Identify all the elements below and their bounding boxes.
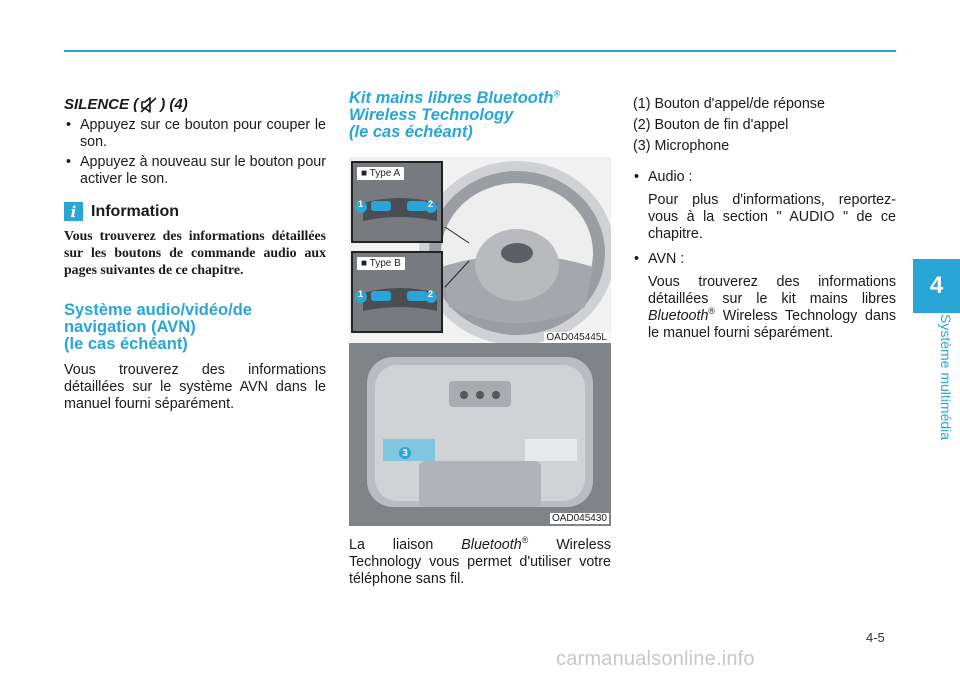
figure-code: OAD045430 — [551, 513, 607, 524]
info-body: Vous trouverez des informations détaillées sur les boutons de commande audio aux pages suivantes de ce chapitre. — [64, 228, 326, 277]
info-title: Information — [91, 202, 179, 220]
callout-1-a: 1 — [358, 199, 364, 209]
middle-column — [349, 90, 611, 141]
page-number: 4-5 — [866, 630, 885, 645]
callout-2-a: 2 — [428, 199, 434, 209]
list-item: • Appuyez sur ce bouton pour couper le son. — [64, 117, 326, 151]
avn-text: Vous trouverez des informations détaillées sur le kit mains libres Bluetooth® Wireless Technology dans le manuel fourni séparément. — [648, 274, 896, 341]
information-heading — [64, 202, 326, 221]
list-item: (1) Bouton d'appel/de réponse — [633, 96, 825, 112]
top-rule — [64, 50, 896, 52]
audio-text: Pour plus d'informations, reportez-vous à la section " AUDIO " de ce chapitre. — [648, 192, 896, 242]
mute-icon — [140, 97, 158, 113]
chapter-number: 4 — [929, 272, 944, 299]
type-a-inset — [351, 161, 443, 243]
watermark: carmanualsonline.info — [556, 648, 755, 670]
list-item: (3) Microphone — [633, 138, 730, 154]
list-item: (2) Bouton de fin d'appel — [633, 117, 789, 133]
audio-avn-bullets — [633, 169, 896, 342]
avn-label: • AVN : — [633, 251, 896, 268]
silence-bullets — [64, 117, 326, 188]
steering-wheel-figure — [349, 157, 611, 343]
info-icon: i — [64, 202, 83, 221]
bluetooth-body: La liaison Bluetooth® Wireless Technology vous permet d'utiliser votre téléphone sans fil. — [349, 535, 611, 587]
overhead-console-illustration — [349, 343, 611, 526]
callout-3: 3 — [399, 447, 411, 459]
list-item: • Appuyez à nouveau sur le bouton pour activer le son. — [64, 154, 326, 188]
silence-heading: SILENCE ( ) (4) — [64, 96, 188, 113]
callout-2-b: 2 — [428, 289, 434, 299]
left-column — [64, 90, 326, 413]
chapter-title-vertical — [936, 314, 956, 464]
audio-label: • Audio : — [633, 169, 896, 186]
figure-code: OAD045445L — [546, 332, 607, 343]
type-b-inset — [351, 251, 443, 333]
chapter-tab — [913, 259, 960, 313]
bluetooth-heading: Kit mains libres Bluetooth® Wireless Technology (le cas échéant) — [349, 88, 561, 141]
right-column — [633, 94, 896, 350]
legend-list — [633, 94, 896, 157]
type-b-label: ■ Type B — [357, 257, 405, 270]
chapter-title: Système multimédia — [938, 314, 954, 441]
overhead-console-figure — [349, 343, 611, 526]
callout-1-b: 1 — [358, 289, 364, 299]
type-a-label: ■ Type A — [357, 167, 404, 180]
avn-heading: Système audio/vidéo/de navigation (AVN) (le cas échéant) — [64, 301, 252, 353]
avn-body: Vous trouverez des informations détaillées sur le système AVN dans le manuel fourni séparément. — [64, 362, 326, 412]
